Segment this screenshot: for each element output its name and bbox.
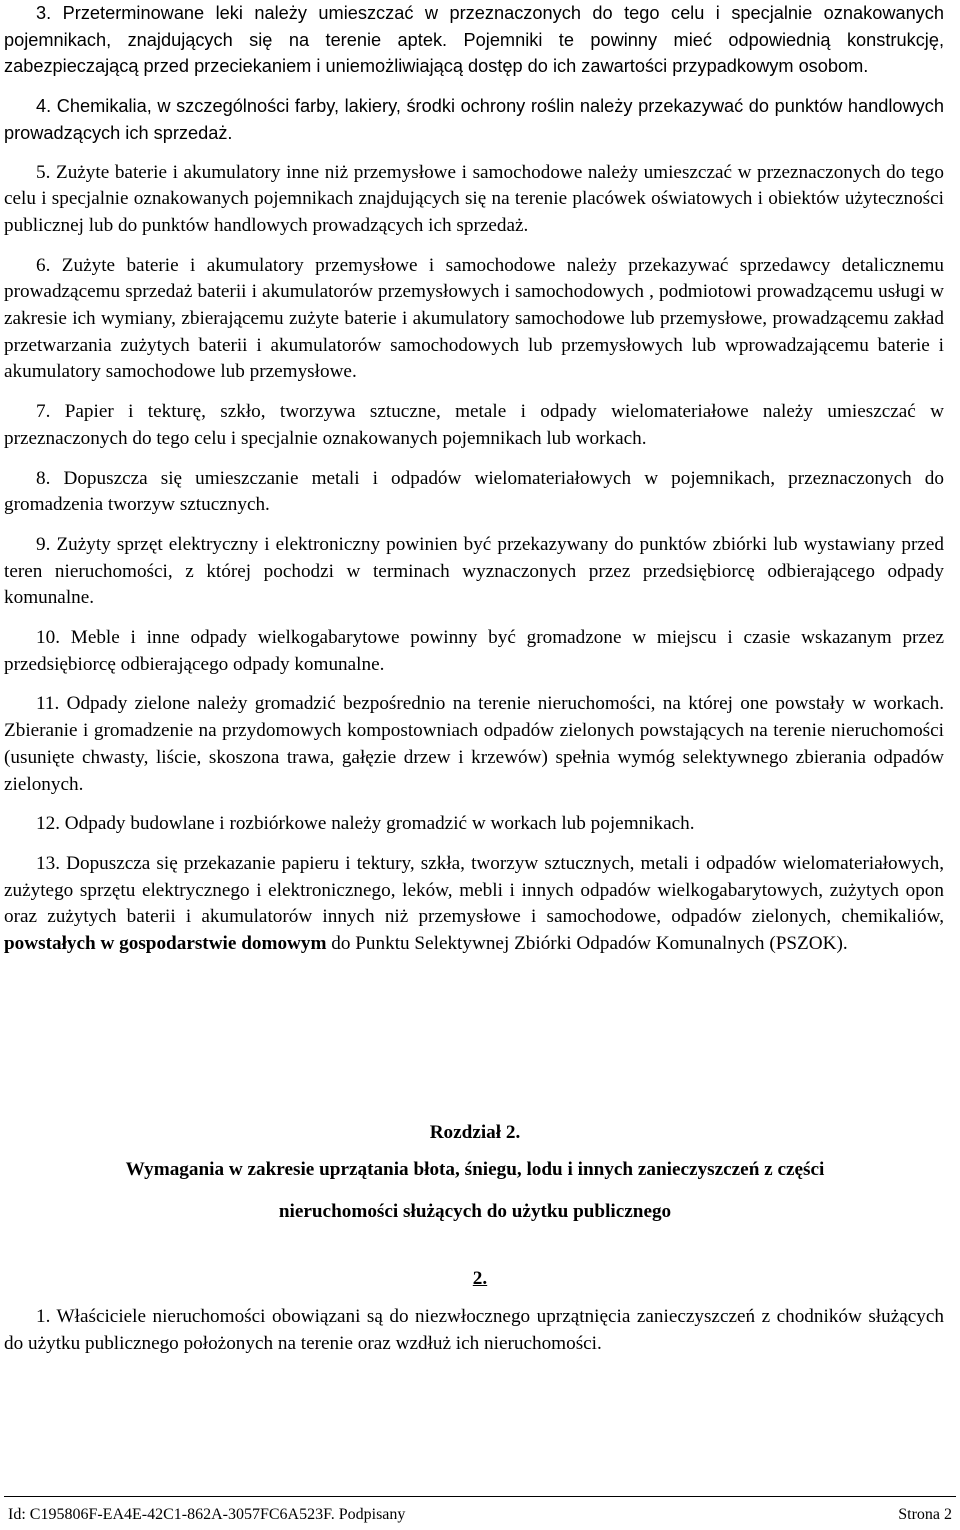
paragraph-13-text: 13. Dopuszcza się przekazanie papieru i tektury, szkła, tworzyw sztucznych, metali i odpadów wielomateriałowych, zużytego sprzętu elektrycznego i elektronicznego, leków, mebli i innych odpadów wielkogabarytowych, zużytych opon oraz zużytych baterii i akumulatorów innych niż przemysłowe i samochodowe, odpadów zielonych, chemikaliów, [4, 852, 944, 928]
section-paragraph-1: 1. Właściciele nieruchomości obowiązani są do niezwłocznego uprzątnięcia zanieczyszczeń z chodników służących do użytku publicznego położonych na terenie oraz wzdłuż ich nieruchomości. [4, 1306, 944, 1354]
paragraph-12: 12. Odpady budowlane i rozbiórkowe należy gromadzić w workach lub pojemnikach. [36, 813, 695, 835]
paragraph-13-tail: do Punktu Selektywnej Zbiórki Odpadów Komunalnych (PSZOK). [326, 933, 848, 955]
paragraph-6: 6. Zużyte baterie i akumulatory przemysłowe i samochodowe należy przekazywać sprzedawcy detalicznemu prowadzącemu sprzedaż baterii i akumulatorów przemysłowych i samochodowych , podmiotowi prowadzącemu usługi w zakresie ich wymiany, zbierającemu zużyte baterie i akumulatory samochodowe lub przemysłowe, prowadzącemu zakład przetwarzania zużytych baterii i akumulatorów samochodowych lub przemysłowych lub wprowadzającemu baterie i akumulatory samochodowe lub przemysłowe. [4, 254, 944, 383]
document-body [4, 0, 944, 971]
paragraph-13 [4, 851, 944, 958]
paragraph-5: 5. Zużyte baterie i akumulatory inne niż przemysłowe i samochodowe należy umieszczać w przeznaczonych do tego celu i specjalnie oznakowanych pojemnikach znajdujących się na terenie placówek oświatowych i obiektów użyteczności publicznej lub do punktów handlowych prowadzących ich sprzedaż. [4, 161, 944, 236]
chapter-title-line-1: Wymagania w zakresie uprzątania błota, śniegu, lodu i innych zanieczyszczeń z części [125, 1159, 825, 1180]
section-number [4, 1266, 956, 1292]
paragraph-7: 7. Papier i tekturę, szkło, tworzywa sztuczne, metale i odpady wielomateriałowe należy umieszczać w przeznaczonych do tego celu i specjalnie oznakowanych pojemnikach lub workach. [4, 401, 944, 449]
chapter-title-line-2: nieruchomości służących do użytku publicznego [278, 1201, 672, 1222]
paragraph-3: 3. Przeterminowane leki należy umieszczać w przeznaczonych do tego celu i specjalnie oznakowanych pojemnikach, znajdujących się na terenie aptek. Pojemniki te powinny mieć odpowiednią konstrukcję, zabezpieczającą przed przeciekaniem i uniemożliwiającą dostęp do ich zawartości przypadkowym osobom. [4, 3, 944, 77]
section-body [4, 1304, 944, 1370]
page-number: Strona 2 [898, 1506, 952, 1523]
chapter-label: Rozdział 2. [429, 1122, 521, 1143]
section-number-text: 2. [472, 1268, 488, 1289]
document-id: Id: C195806F-EA4E-42C1-862A-3057FC6A523F. Podpisany [8, 1506, 406, 1523]
paragraph-10: 10. Meble i inne odpady wielkogabarytowe powinny być gromadzone w miejscu i czasie wskazanym przez przedsiębiorcę odbierającego odpady komunalne. [4, 627, 944, 675]
paragraph-13-bold: powstałych w gospodarstwie domowym [4, 933, 327, 955]
paragraph-9: 9. Zużyty sprzęt elektryczny i elektroniczny powinien być przekazywany do punktów zbiórki lub wystawiany przed teren nieruchomości, z której pochodzi w terminach wyznaczonych przez przedsiębiorcę odbierającego odpady komunalne. [4, 533, 944, 609]
footer-divider [4, 1496, 956, 1497]
paragraph-8: 8. Dopuszcza się umieszczanie metali i odpadów wielomateriałowych w pojemnikach, przeznaczonych do gromadzenia tworzyw sztucznych. [4, 467, 944, 516]
paragraph-11: 11. Odpady zielone należy gromadzić bezpośrednio na terenie nieruchomości, na której one powstały w workach. Zbieranie i gromadzenie na przydomowych kompostowniach odpadów zielonych powstających na terenie nieruchomości (usunięte chwasty, liście, skoszona trawa, gałęzie drzew i krzewów) spełnia wymóg selektywnego zbierania odpadów zielonych. [4, 693, 944, 795]
paragraph-4: 4. Chemikalia, w szczególności farby, lakiery, środki ochrony roślin należy przekazywać do punktów handlowych prowadzących ich sprzedaż. [4, 96, 944, 143]
